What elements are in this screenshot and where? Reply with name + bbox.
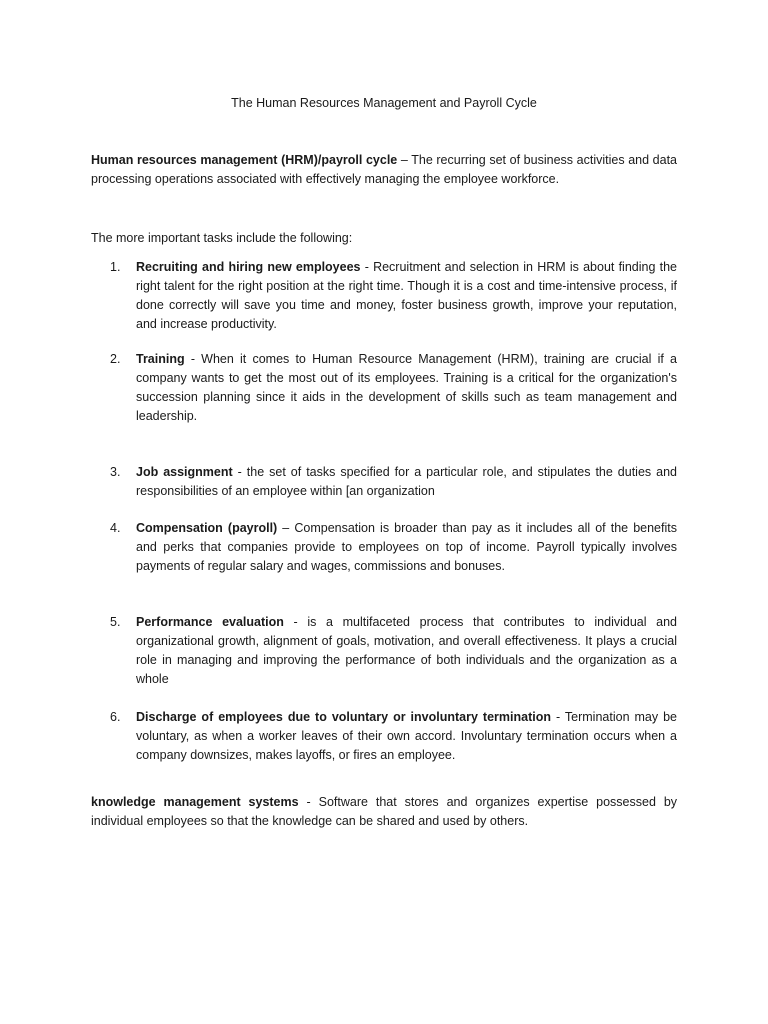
task-text: Compensation is broader than pay as it includes all of the benefits and perks that companies provide to employees on top of income. Payroll typically involves payments of regular salary and wages, commissions and bonuses. — [136, 521, 677, 573]
task-separator: – — [277, 521, 295, 535]
hrm-definition-text: The recurring set of business activities and data processing operations associated with effectively managing the employee workforce. — [91, 153, 677, 186]
task-term: Compensation (payroll) — [136, 521, 278, 535]
task-number: 3. — [110, 465, 121, 479]
task-term: Recruiting and hiring new employees — [136, 260, 361, 274]
document-title: The Human Resources Management and Payroll Cycle — [231, 96, 537, 110]
kms-definition-term: knowledge management systems — [91, 795, 299, 809]
task-text: is a multifaceted process that contributes to individual and organizational growth, alignment of goals, motivation, and overall effectiveness. It plays a crucial role in managing and improving the performance of both individuals and the organization as a whole — [136, 615, 678, 686]
task-term: Training — [136, 352, 185, 366]
hrm-definition-separator: – — [397, 153, 412, 167]
task-text: When it comes to Human Resource Management (HRM), training are crucial if a company wants to get the most out of its employees. Training is a critical for the organization's succession planning since it aids in the development of skills such as team management and leadership. — [136, 352, 677, 423]
task-number: 5. — [110, 615, 121, 629]
kms-definition-paragraph — [91, 793, 677, 831]
task-separator: - — [184, 352, 202, 366]
task-separator: - — [550, 710, 565, 724]
task-number: 2. — [110, 352, 121, 366]
task-number: 6. — [110, 710, 121, 724]
task-list-item — [110, 708, 677, 765]
task-list-item — [110, 463, 677, 501]
task-text: Termination may be voluntary, as when a worker leaves of their own accord. Involuntary termination occurs when a company downsizes, makes layoffs, or fires an employee. — [136, 710, 678, 762]
task-text: the set of tasks specified for a particular role, and stipulates the duties and responsibilities of an employee within [an organization — [136, 465, 677, 498]
task-text: Recruitment and selection in HRM is about finding the right talent for the right position at the right time. Though it is a cost and time-intensive process, if done correctly will save you time and money, foster business growth, improve your reputation, and increase productivity. — [136, 260, 677, 331]
kms-definition-text: Software that stores and organizes expertise possessed by individual employees so that the knowledge can be shared and used by others. — [91, 795, 678, 828]
task-separator: - — [232, 465, 247, 479]
task-term: Performance evaluation — [136, 615, 284, 629]
task-number: 4. — [110, 521, 121, 535]
task-list-item — [110, 258, 677, 334]
hrm-definition-term: Human resources management (HRM)/payroll cycle — [91, 153, 398, 167]
tasks-intro: The more important tasks include the following: — [91, 231, 353, 245]
task-separator: - — [360, 260, 374, 274]
task-list-item — [110, 350, 677, 426]
task-separator: - — [283, 615, 308, 629]
task-list-item — [110, 613, 677, 689]
task-term: Discharge of employees due to voluntary or involuntary termination — [136, 710, 551, 724]
task-number: 1. — [110, 260, 121, 274]
task-list-item — [110, 519, 677, 576]
kms-definition-separator: - — [298, 795, 319, 809]
task-term: Job assignment — [136, 465, 233, 479]
hrm-definition-paragraph — [91, 151, 677, 189]
